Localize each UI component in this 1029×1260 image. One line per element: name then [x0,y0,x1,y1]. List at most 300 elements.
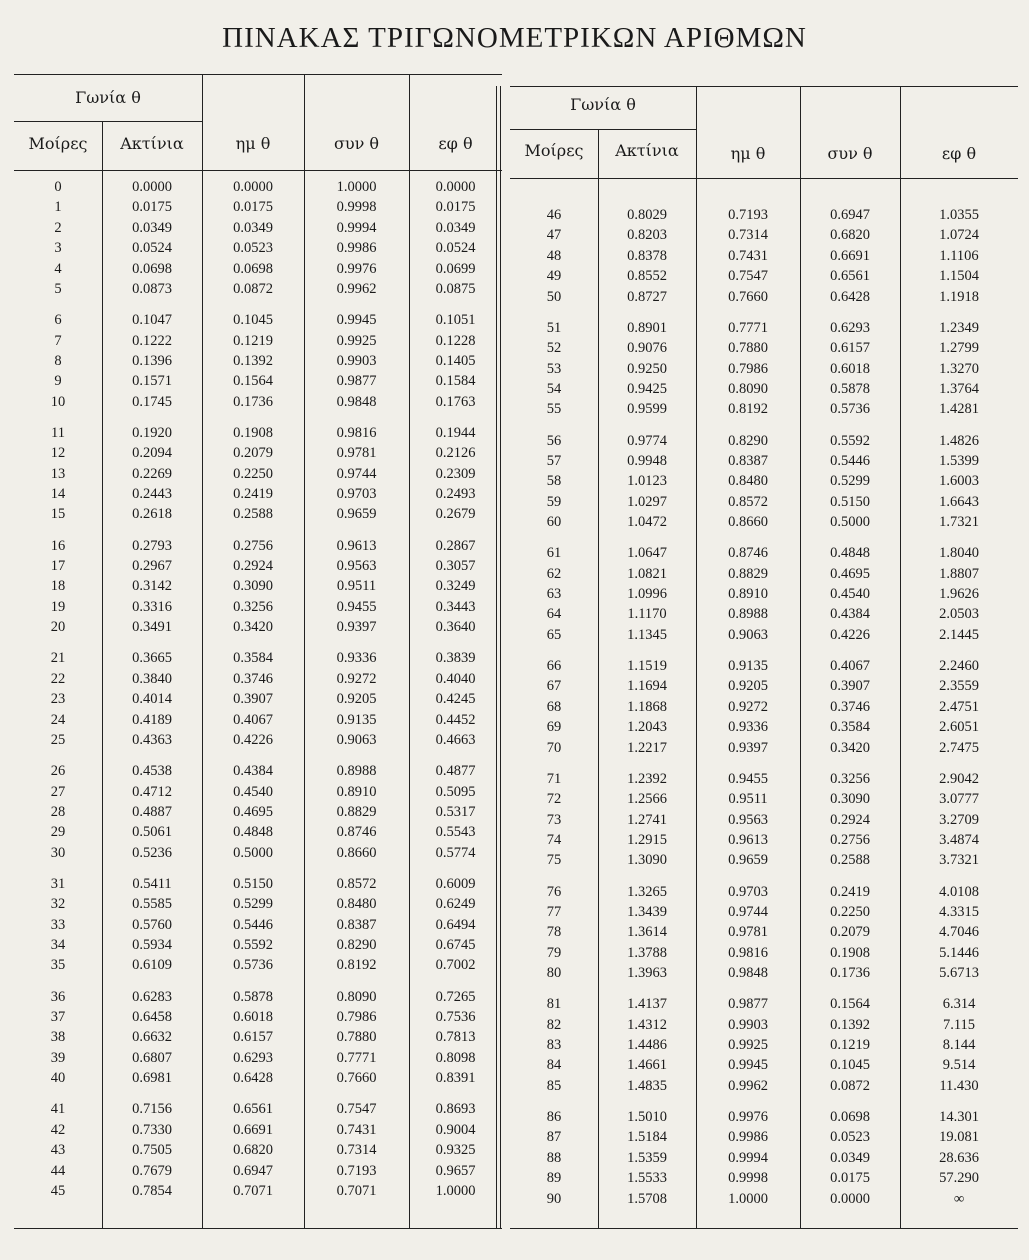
radians-cell: 0.5585 [132,896,172,913]
radians-cell: 0.1222 [132,332,172,349]
tan-cell: 1.9626 [939,586,979,603]
tan-cell: 0.7813 [435,1029,476,1046]
tan-cell: 2.1445 [939,626,979,643]
tan-cell: 4.7046 [939,924,979,941]
radians-cell: 0.1571 [132,373,172,390]
sin-cell: 0.9994 [728,1149,768,1166]
cos-cell: 0.2079 [830,924,870,941]
radians-cell: 0.8029 [627,207,667,223]
row-group [14,536,502,638]
radians-cell: 0.2443 [132,486,172,503]
rule [14,121,202,122]
sin-cell: 0.1564 [233,373,273,390]
radians-cell: 1.0472 [627,514,667,531]
tan-cell: 1.6643 [939,493,979,510]
degrees-cell: 37 [50,1009,66,1026]
cos-cell: 0.2756 [830,831,870,848]
sin-cell: 0.1219 [233,332,273,349]
radians-cell: 0.3665 [132,650,172,667]
cos-cell: 0.8746 [336,824,377,841]
tan-cell: 0.0699 [435,260,476,277]
tan-cell: 6.314 [942,996,976,1013]
table-row [14,822,502,842]
radians-cell: 1.3614 [627,924,667,941]
sin-cell: 0.3256 [233,598,273,615]
sin-cell: 0.5736 [233,957,273,974]
radians-cell: 1.0123 [627,473,667,490]
degrees-cell: 43 [50,1142,66,1159]
tan-cell: 0.6745 [435,937,476,954]
tan-cell: 19.081 [939,1129,979,1146]
degrees-cell: 80 [546,965,562,982]
radians-cell: 1.5184 [627,1129,667,1146]
tan-cell: 0.0875 [435,280,476,297]
table-row [14,484,502,504]
sin-cell: 0.8746 [728,545,768,562]
degrees-cell: 6 [54,312,62,329]
cos-cell: 0.7771 [336,1049,377,1066]
radians-cell: 0.1047 [132,312,172,329]
cos-cell: 0.9272 [336,670,377,687]
tan-cell: 1.1106 [939,247,979,264]
radians-cell: 0.0175 [132,199,172,216]
row-group [510,882,1018,984]
cos-cell: 0.1219 [830,1037,870,1054]
radians-cell: 1.4835 [627,1077,667,1094]
table-row [14,669,502,689]
degrees-cell: 76 [546,883,562,900]
table-row [14,915,502,935]
cos-cell: 0.3907 [830,678,870,695]
sin-cell: 0.5299 [233,896,273,913]
cos-cell: 0.9205 [336,691,377,708]
row-group [14,761,502,863]
degrees-cell: 63 [546,586,562,603]
table-row [510,882,1018,902]
rule [14,170,502,171]
cos-cell: 0.3256 [830,770,870,787]
table-row [14,730,502,750]
radians-cell: 1.5010 [627,1109,667,1125]
radians-cell: 1.2566 [627,791,667,808]
cos-cell: 0.8387 [336,916,377,933]
table-row [510,1076,1018,1096]
tan-cell: 1.3764 [939,380,979,397]
sin-cell: 0.8829 [728,565,768,582]
tan-cell: 0.9004 [435,1121,476,1138]
radians-cell: 1.5708 [627,1190,667,1207]
sin-cell: 0.3746 [233,670,273,687]
table-row [510,205,1018,225]
sin-cell: 0.7660 [728,288,768,305]
table-row [510,850,1018,870]
cos-cell: 0.5736 [830,401,870,418]
table-row [510,1168,1018,1188]
cos-cell: 0.9848 [336,393,377,410]
degrees-cell: 54 [546,380,562,397]
header-cos: συν θ [333,134,380,153]
radians-cell: 0.9774 [627,432,667,449]
degrees-cell: 87 [546,1129,562,1146]
degrees-cell: 67 [546,678,562,695]
cos-cell: 0.7986 [336,1009,377,1026]
header-angle: Γωνία θ [75,88,141,107]
tan-cell: 3.7321 [939,852,979,869]
table-row [510,399,1018,419]
degrees-cell: 66 [546,658,562,674]
cos-cell: 0.9994 [336,219,377,236]
cos-cell: 0.6820 [830,227,870,244]
degrees-cell: 22 [50,670,66,687]
sin-cell: 0.4695 [233,803,273,820]
cos-cell: 0.0000 [830,1190,870,1207]
table-row [14,556,502,576]
degrees-cell: 65 [546,626,562,643]
tan-cell: 3.4874 [939,831,979,848]
table-row [14,259,502,279]
radians-cell: 0.2269 [132,465,172,482]
cos-cell: 0.3746 [830,698,870,715]
tan-cell: 0.7265 [435,988,476,1005]
sin-cell: 0.9962 [728,1077,768,1094]
tan-cell: 57.290 [939,1170,979,1187]
degrees-cell: 4 [54,260,62,277]
row-group [510,994,1018,1096]
degrees-cell: 59 [546,493,562,510]
table-row [510,318,1018,338]
degrees-cell: 51 [546,319,562,336]
sin-cell: 0.1045 [233,312,273,329]
radians-cell: 0.6807 [132,1049,172,1066]
sin-cell: 0.8387 [728,452,768,469]
degrees-cell: 60 [546,514,562,531]
tan-cell: 1.8807 [939,565,979,582]
cos-cell: 0.7193 [336,1162,377,1179]
degrees-cell: 81 [546,996,562,1013]
table-row [14,894,502,914]
radians-cell: 0.2967 [132,558,172,575]
degrees-cell: 84 [546,1057,562,1074]
table-row [510,717,1018,737]
tan-cell: 0.5774 [435,844,476,861]
table-row [14,504,502,524]
degrees-cell: 27 [50,783,66,800]
sin-cell: 0.9781 [728,924,768,941]
degrees-cell: 24 [50,711,66,728]
sin-cell: 0.4226 [233,731,273,748]
cos-cell: 0.1908 [830,944,870,961]
table-row [510,431,1018,451]
trig-table-left [14,74,502,1229]
radians-cell: 0.4538 [132,763,172,780]
tan-cell: 0.9657 [435,1162,476,1179]
tan-cell: 0.4877 [435,763,476,780]
table-row [510,492,1018,512]
cos-cell: 0.6018 [830,360,870,377]
radians-cell: 0.8727 [627,288,667,305]
sin-cell: 0.9272 [728,698,768,715]
radians-cell: 1.4312 [627,1016,667,1033]
radians-cell: 0.7505 [132,1142,172,1159]
radians-cell: 0.6283 [132,988,172,1005]
cos-cell: 0.8829 [336,803,377,820]
degrees-cell: 25 [50,731,66,748]
cos-cell: 0.4067 [830,658,870,674]
radians-cell: 0.9599 [627,401,667,418]
cos-cell: 0.9563 [336,558,377,575]
sin-cell: 0.4540 [233,783,273,800]
table-row [14,279,502,299]
radians-cell: 0.0524 [132,240,172,257]
table-row [14,1120,502,1140]
radians-cell: 1.1694 [627,678,667,695]
degrees-cell: 5 [54,280,62,297]
tan-cell: 0.4245 [435,691,476,708]
tan-cell: 0.2867 [435,537,476,554]
radians-cell: 0.7156 [132,1101,172,1118]
cos-cell: 0.6691 [830,247,870,264]
table-body [14,177,502,1212]
degrees-cell: 41 [50,1101,66,1118]
sin-cell: 0.0698 [233,260,273,277]
cos-cell: 0.9703 [336,486,377,503]
cos-cell: 0.2419 [830,883,870,900]
radians-cell: 1.3963 [627,965,667,982]
cos-cell: 0.7880 [336,1029,377,1046]
degrees-cell: 70 [546,739,562,756]
sin-cell: 0.9816 [728,944,768,961]
tan-cell: 1.0000 [435,1182,476,1199]
cos-cell: 0.8090 [336,988,377,1005]
row-group [510,656,1018,758]
sin-cell: 0.8572 [728,493,768,510]
sin-cell: 0.8988 [728,606,768,623]
cos-cell: 0.4695 [830,565,870,582]
sin-cell: 0.9511 [728,791,768,808]
table-body [510,205,1018,1220]
table-row [510,543,1018,563]
radians-cell: 0.6981 [132,1070,172,1087]
radians-cell: 0.6632 [132,1029,172,1046]
sin-cell: 0.8660 [728,514,768,531]
radians-cell: 0.6458 [132,1009,172,1026]
table-row [510,943,1018,963]
degrees-cell: 47 [546,227,562,244]
table-row [510,676,1018,696]
cos-cell: 0.1045 [830,1057,870,1074]
tan-cell: 2.9042 [939,770,979,787]
table-row [510,738,1018,758]
header-tan: εφ θ [438,134,473,153]
sin-cell: 0.2250 [233,465,273,482]
sin-cell: 0.9848 [728,965,768,982]
cos-cell: 0.7660 [336,1070,377,1087]
tan-cell: 0.4452 [435,711,476,728]
row-group [14,177,502,299]
radians-cell: 0.9425 [627,380,667,397]
tan-cell: 0.1584 [435,373,476,390]
sin-cell: 0.6428 [233,1070,273,1087]
header-cos: συν θ [827,144,873,163]
degrees-cell: 82 [546,1016,562,1033]
sin-cell: 0.2924 [233,558,273,575]
sin-cell: 0.9336 [728,719,768,736]
cos-cell: 0.8480 [336,896,377,913]
degrees-cell: 68 [546,698,562,715]
radians-cell: 1.5359 [627,1149,667,1166]
sin-cell: 0.9135 [728,658,768,674]
tan-cell: 0.3839 [435,650,476,667]
table-row [510,1035,1018,1055]
row-group [510,318,1018,420]
radians-cell: 1.0297 [627,493,667,510]
table-row [14,536,502,556]
radians-cell: 0.6109 [132,957,172,974]
tan-cell: 0.3443 [435,598,476,615]
cos-cell: 0.9976 [336,260,377,277]
degrees-cell: 50 [546,288,562,305]
table-row [510,604,1018,624]
sin-cell: 0.6947 [233,1162,273,1179]
radians-cell: 1.4486 [627,1037,667,1054]
radians-cell: 1.0996 [627,586,667,603]
tan-cell: 0.4040 [435,670,476,687]
table-row [510,769,1018,789]
cos-cell: 0.9925 [336,332,377,349]
table-row [510,512,1018,532]
sin-cell: 0.5000 [233,844,273,861]
table-row [14,1048,502,1068]
radians-cell: 0.0698 [132,260,172,277]
table-row [14,1161,502,1181]
sin-cell: 0.9998 [728,1170,768,1187]
degrees-cell: 71 [546,770,562,787]
tan-cell: 1.4826 [939,432,979,449]
radians-cell: 0.9948 [627,452,667,469]
sin-cell: 0.5150 [233,875,273,892]
radians-cell: 0.0349 [132,219,172,236]
row-group [14,310,502,412]
cos-cell: 0.9659 [336,506,377,523]
cos-cell: 0.5000 [830,514,870,531]
sin-cell: 0.2419 [233,486,273,503]
sin-cell: 0.7986 [728,360,768,377]
cos-cell: 0.4226 [830,626,870,643]
radians-cell: 0.3142 [132,578,172,595]
cos-cell: 0.6157 [830,340,870,357]
degrees-cell: 8 [54,352,62,369]
row-group [510,431,1018,533]
degrees-cell: 2 [54,219,62,236]
table-row [14,761,502,781]
radians-cell: 1.4137 [627,996,667,1013]
table-row [14,597,502,617]
table-row [14,1068,502,1088]
tan-cell: 8.144 [942,1037,976,1054]
tan-cell: 11.430 [939,1077,979,1094]
tan-cell: 9.514 [942,1057,976,1074]
table-row [510,625,1018,645]
tan-cell: 1.5399 [939,452,979,469]
table-row [14,576,502,596]
tan-cell: 1.2349 [939,319,979,336]
sin-cell: 0.8910 [728,586,768,603]
radians-cell: 1.2392 [627,770,667,787]
sin-cell: 0.7071 [233,1182,273,1199]
table-row [510,1107,1018,1127]
table-row [14,1140,502,1160]
sin-cell: 0.8480 [728,473,768,490]
tan-cell: 28.636 [939,1149,979,1166]
table-row [510,564,1018,584]
radians-cell: 0.5061 [132,824,172,841]
rule [510,86,1018,87]
cos-cell: 0.0698 [830,1109,870,1125]
table-row [14,197,502,217]
tan-cell: 2.4751 [939,698,979,715]
degrees-cell: 11 [51,424,65,441]
cos-cell: 0.9336 [336,650,377,667]
cos-cell: 0.0872 [830,1077,870,1094]
sin-cell: 0.6820 [233,1142,273,1159]
table-row [14,782,502,802]
rule [510,1228,1018,1229]
cos-cell: 0.3090 [830,791,870,808]
sin-cell: 0.4067 [233,711,273,728]
sin-cell: 0.7431 [728,247,768,264]
sin-cell: 0.7547 [728,268,768,285]
cos-cell: 0.5878 [830,380,870,397]
table-row [14,987,502,1007]
table-row [510,922,1018,942]
radians-cell: 1.4661 [627,1057,667,1074]
table-row [510,830,1018,850]
radians-cell: 0.0000 [132,179,172,195]
tan-cell: 0.7536 [435,1009,476,1026]
tan-cell: 0.9325 [435,1142,476,1159]
table-row [510,963,1018,983]
cos-cell: 0.9511 [336,578,377,595]
table-row [14,1007,502,1027]
cos-cell: 0.7547 [336,1101,377,1118]
row-group [510,769,1018,871]
cos-cell: 0.8988 [336,763,377,780]
cos-cell: 0.6293 [830,319,870,336]
radians-cell: 0.5934 [132,937,172,954]
table-row [510,789,1018,809]
table-row [510,584,1018,604]
radians-cell: 0.4712 [132,783,172,800]
degrees-cell: 62 [546,565,562,582]
table-row [14,617,502,637]
degrees-cell: 55 [546,401,562,418]
cos-cell: 0.4848 [830,545,870,562]
tan-cell: 0.1405 [435,352,476,369]
cos-cell: 0.8572 [336,875,377,892]
table-row [510,359,1018,379]
cos-cell: 0.3420 [830,739,870,756]
tan-cell: 0.5543 [435,824,476,841]
degrees-cell: 12 [50,445,66,462]
radians-cell: 0.8378 [627,247,667,264]
degrees-cell: 3 [54,240,62,257]
table-row [14,331,502,351]
sin-cell: 1.0000 [728,1190,768,1207]
cos-cell: 0.9455 [336,598,377,615]
sin-cell: 0.3907 [233,691,273,708]
degrees-cell: 85 [546,1077,562,1094]
degrees-cell: 7 [54,332,62,349]
